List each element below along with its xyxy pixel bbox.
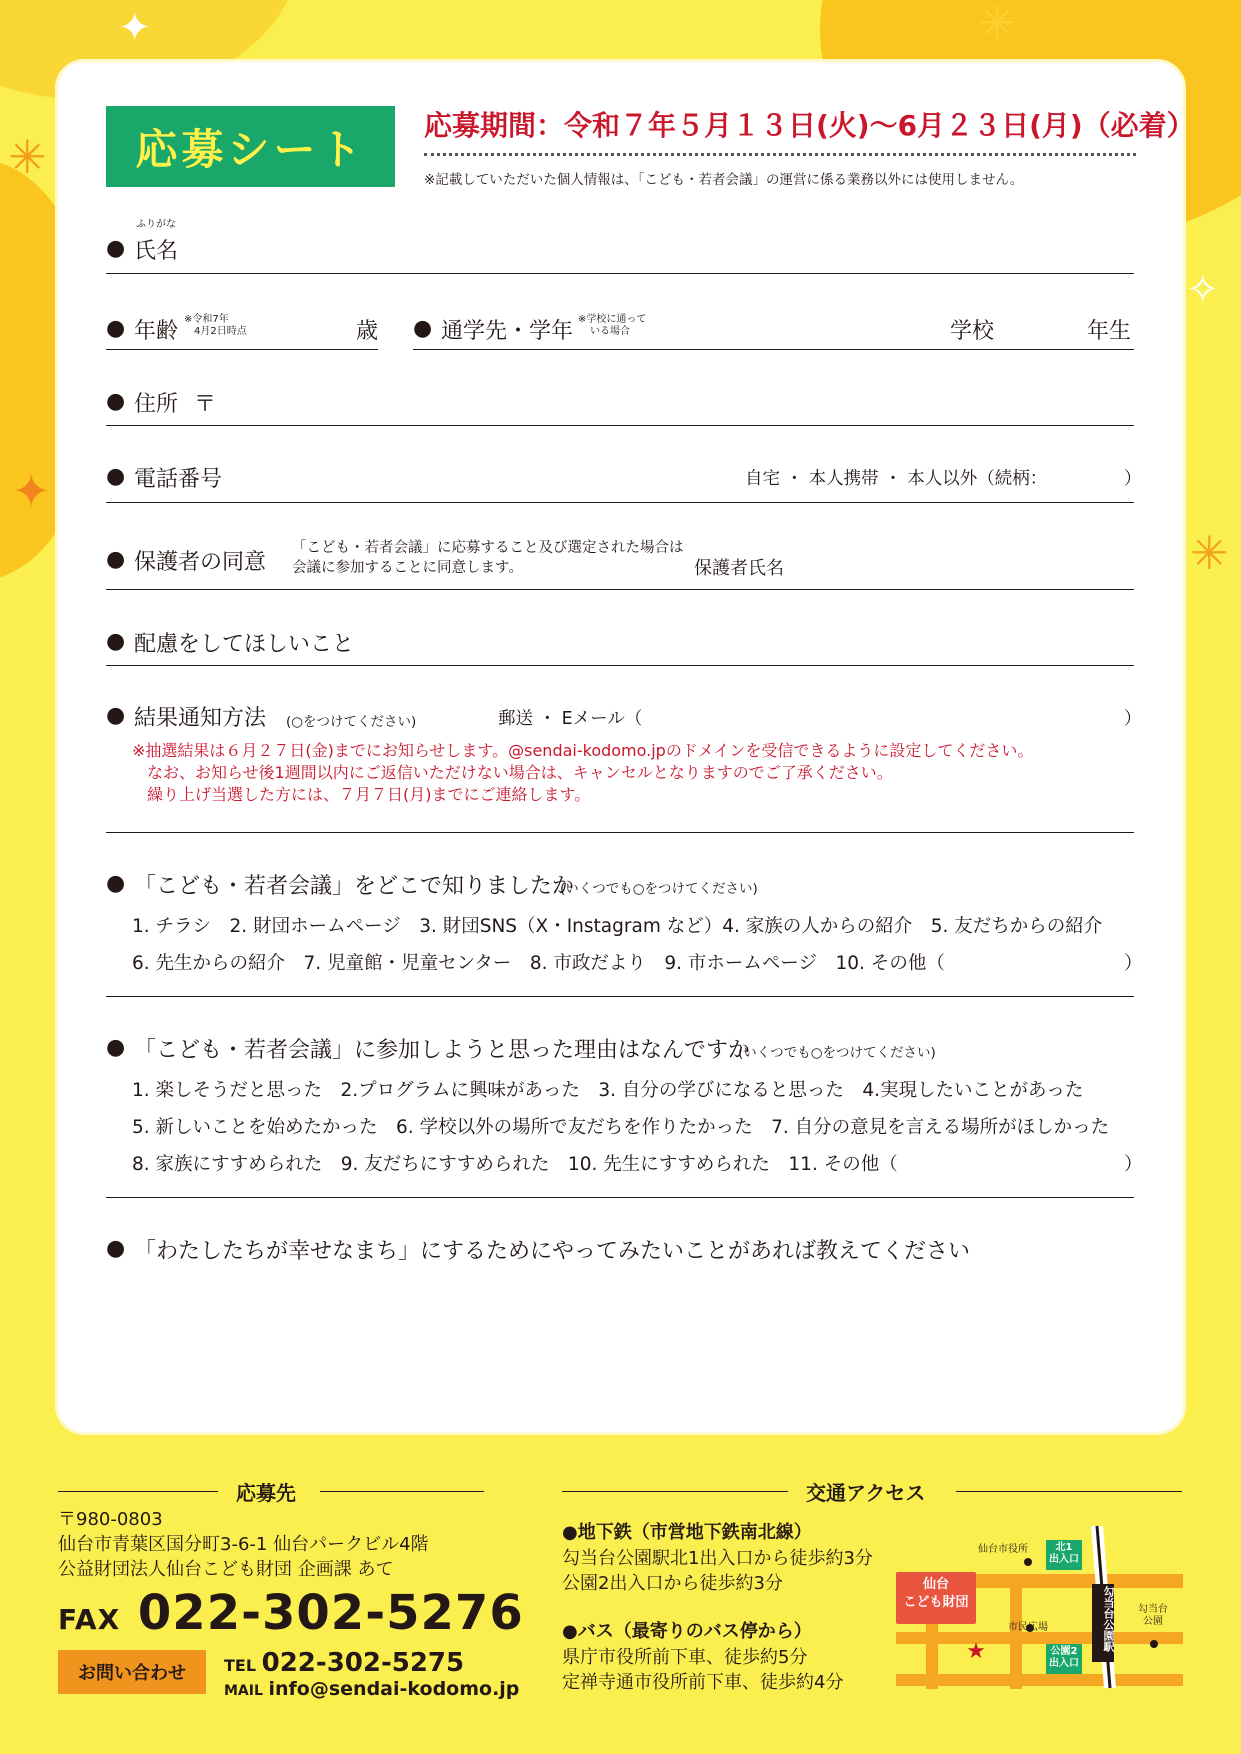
sparkle-icon: ✧ [1186,267,1220,313]
source-divider [106,996,1134,997]
sparkle-icon: ✦ [118,5,152,51]
access-heading-rule-right [956,1491,1182,1492]
apply-organization: 公益財団法人仙台こども財団 企画課 あて [58,1559,394,1580]
phone-close-paren: ） [1124,469,1142,489]
sheet-title: 応募シート [106,106,395,187]
access-heading-rule-left [562,1491,788,1492]
map-road [896,1674,1183,1686]
notify-method-hint: (○をつけてください) [286,714,417,730]
source-hint: (いくつでも○をつけてください) [560,881,758,897]
map-road [896,1632,1183,1644]
bullet-icon: ● [106,389,126,414]
subway-heading: ●地下鉄（市営地下鉄南北線） [562,1522,812,1543]
school-field[interactable] [413,349,1134,350]
inquiry-badge: お問い合わせ [58,1650,206,1694]
school-note: ※学校に通って いる場合 [578,314,647,337]
apply-postal: 〒980-0803 [58,1509,163,1530]
guardian-consent-label: 保護者の同意 [134,550,267,575]
wish-question: 「わたしたちが幸せなまち」にするためにやってみたいことがあれば教えてください [134,1239,971,1264]
source-close-paren: ） [1124,953,1143,974]
postal-mark: 〒 [194,392,217,417]
sparkle-burst-icon: ✳ [1190,526,1229,580]
notify-close-paren: ） [1124,709,1142,729]
bus-route-2: 定禅寺通市役所前下車、徒歩約4分 [562,1672,844,1693]
furigana-label: ふりがな [136,219,176,230]
notify-method-label: 結果通知方法 [134,706,267,731]
apply-heading-rule-left [58,1491,218,1492]
bullet-icon: ● [106,871,126,896]
privacy-note: ※記載していただいた個人情報は、「こども・若者会議」の運営に係る業務以外には使用しません。 [424,172,1024,188]
bullet-icon: ● [106,1236,126,1261]
bullet-icon: ● [106,464,126,489]
phone-label: 電話番号 [134,467,223,492]
bullet-icon: ● [106,236,126,261]
name-label: 氏名 [134,239,179,264]
star-icon: ★ [966,1639,986,1664]
source-question: 「こども・若者会議」をどこで知りましたか [134,874,575,899]
access-map [896,1524,1183,1693]
mail-line[interactable]: MAIL info@sendai-kodomo.jp [224,1678,520,1700]
name-field[interactable] [106,273,1134,274]
age-label: 年齢 [134,319,179,344]
guardian-name-field[interactable] [106,589,1134,590]
age-field[interactable] [106,349,378,350]
reason-close-paren: ） [1124,1154,1143,1175]
map-label-foundation: 仙台 こども財団 [903,1577,969,1610]
tel-line: TEL 022-302-5275 [224,1648,465,1678]
age-note: ※令和7年 4月2日時点 [184,314,247,337]
map-label-station: 勾当台公園駅 [1102,1586,1115,1652]
notify-notice: ※抽選結果は６月２７日(金)までにお知らせします。@sendai-kodomo.jpのドメインを受信できるように設定してください。 なお、お知らせ後1週間以内にご返信いただけない場合は、キャンセルとなりますのでご了承ください。 繰り上げ当選した方には、７月７日(月)までにご連絡します。 [132,741,1034,804]
bullet-icon: ● [413,316,433,341]
apply-heading: 応募先 [236,1481,296,1505]
consideration-label: 配慮をしてほしいこと [134,632,355,657]
map-label-park: 勾当台 公園 [1138,1604,1168,1627]
bullet-icon: ● [106,1035,126,1060]
subway-route-2: 公園2出入口から徒歩約3分 [562,1573,783,1594]
apply-heading-rule-right [320,1491,484,1492]
notify-method-options[interactable]: 郵送 ・ Eメール（ [498,709,643,729]
address-label: 住所 [134,392,179,417]
reason-options-row-3[interactable]: 8. 家族にすすめられた 9. 友だちにすすめられた 10. 先生にすすめられた 11. その他（ [132,1154,898,1175]
access-heading: 交通アクセス [806,1481,926,1505]
application-period: 応募期間：令和７年５月１３日(火)～6月２３日(月)（必着） [424,109,1195,142]
sparkle-burst-icon: ✳ [8,130,47,184]
guardian-consent-text: 「こども・若者会議」に応募すること及び選定された場合は 会議に参加することに同意します。 [292,540,684,576]
apply-address: 仙台市青葉区国分町3-6-1 仙台パークビル4階 [58,1534,429,1555]
city-hall-dot [1024,1558,1032,1566]
grade-unit: 年生 [1087,319,1132,344]
sparkle-icon: ✦ [12,464,51,518]
wish-answer-area[interactable] [106,1270,1134,1410]
notify-divider [106,832,1134,833]
consideration-field[interactable] [106,665,1134,666]
map-road [896,1634,926,1642]
map-label-plaza: 市民広場 [1008,1622,1048,1633]
map-label-city-hall: 仙台市役所 [978,1544,1028,1555]
phone-type-options[interactable]: 自宅 ・ 本人携帯 ・ 本人以外（続柄： [745,469,1048,489]
phone-field[interactable] [106,502,1134,503]
reason-hint: (いくつでも○をつけてください) [738,1045,936,1061]
sparkle-burst-icon: ✳ [978,0,1017,50]
map-label-exit-park: 公園2 出入口 [1049,1646,1079,1669]
bus-heading: ●バス（最寄りのバス停から） [562,1621,812,1642]
reason-question: 「こども・若者会議」に参加しようと思った理由はなんですか [134,1038,751,1063]
reason-options-row-2[interactable]: 5. 新しいことを始めたかった 6. 学校以外の場所で友だちを作りたかった 7. 自分の意見を言える場所がほしかった [132,1117,1110,1138]
source-options-row-1[interactable]: 1. チラシ 2. 財団ホームページ 3. 財団SNS（X・Instagram など）4. 家族の人からの紹介 5. 友だちからの紹介 [132,916,1103,937]
guardian-name-label: 保護者氏名 [694,558,784,579]
park-dot [1150,1640,1158,1648]
map-label-exit-north: 北1 出入口 [1049,1542,1079,1565]
school-label: 通学先・学年 [441,319,574,344]
school-unit: 学校 [950,319,995,344]
bullet-icon: ● [106,547,126,572]
subway-route-1: 勾当台公園駅北1出入口から徒歩約3分 [562,1548,873,1569]
reason-options-row-1[interactable]: 1. 楽しそうだと思った 2.プログラムに興味があった 3. 自分の学びになると思った 4.実現したいことがあった [132,1080,1084,1101]
bus-route-1: 県庁市役所前下車、徒歩約5分 [562,1647,808,1668]
dotted-divider [424,153,1136,156]
bullet-icon: ● [106,629,126,654]
fax-number: FAX 022-302-5276 [58,1585,524,1641]
age-unit: 歳 [356,319,379,344]
address-field[interactable] [106,425,1134,426]
bullet-icon: ● [106,316,126,341]
source-options-row-2[interactable]: 6. 先生からの紹介 7. 児童館・児童センター 8. 市政だより 9. 市ホームページ 10. その他（ [132,953,945,974]
reason-divider [106,1197,1134,1198]
bullet-icon: ● [106,703,126,728]
